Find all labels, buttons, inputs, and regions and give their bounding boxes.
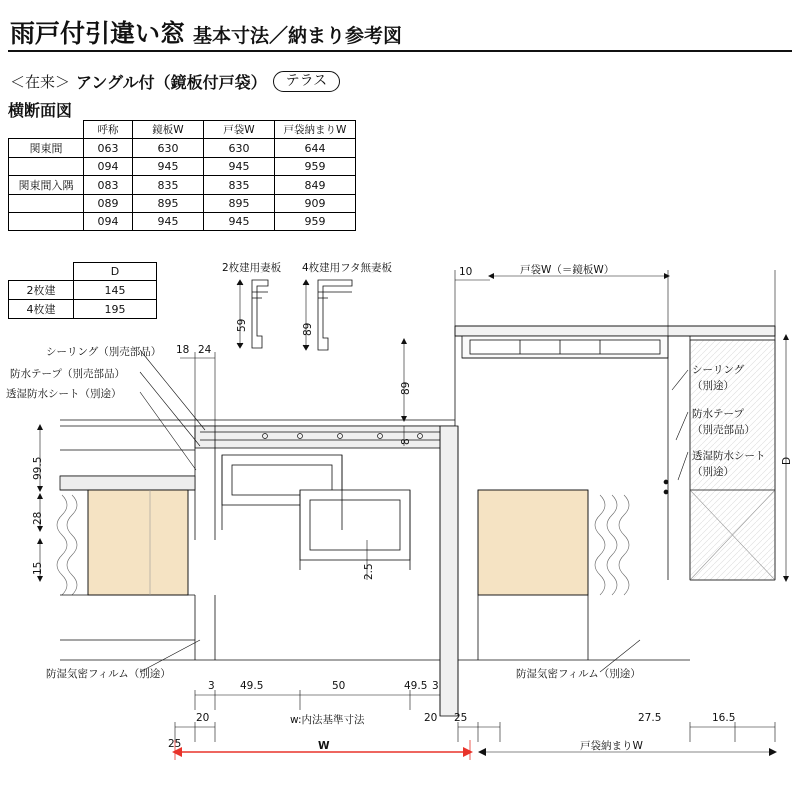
spec-cell: 630 xyxy=(133,139,204,158)
dim-27-5: 27.5 xyxy=(638,712,662,724)
spec-row-label xyxy=(9,158,84,176)
callout-sealing-right: シーリング xyxy=(692,364,745,376)
spec-cell: 895 xyxy=(133,195,204,213)
type-label: アングル付（鏡板付戸袋） xyxy=(76,73,267,92)
drawing-svg xyxy=(0,240,800,800)
kind-label: ＜在来＞ xyxy=(10,73,71,91)
callout-tape-left: 防水テープ（別売部品） xyxy=(10,368,125,380)
dim-20a: 20 xyxy=(196,712,210,724)
callout-tape-right-2: （別売部品） xyxy=(692,424,755,436)
spec-cell: 959 xyxy=(275,158,356,176)
d-row-label: 2枚建 xyxy=(9,281,74,300)
spec-header-1: 呼称 xyxy=(84,121,133,139)
dim-W: W xyxy=(318,740,330,752)
terrace-badge: テラス xyxy=(273,71,341,92)
spec-cell: 945 xyxy=(133,213,204,231)
callout-film-left: 防湿気密フィルム（別途） xyxy=(46,668,171,680)
spec-cell: 849 xyxy=(275,176,356,195)
spec-row-label xyxy=(9,195,84,213)
table-row xyxy=(9,213,356,231)
spec-cell: 945 xyxy=(204,213,275,231)
dim-3a: 3 xyxy=(208,680,215,692)
table-row xyxy=(9,158,356,176)
callout-sheet-left: 透湿防水シート（別途） xyxy=(6,388,122,400)
spec-cell: 959 xyxy=(275,213,356,231)
d-row-label: 4枚建 xyxy=(9,300,74,319)
dim-2-5: 2.5 xyxy=(363,563,375,580)
dim-15: 15 xyxy=(32,561,44,575)
spec-header-2: 鏡板W xyxy=(133,121,204,139)
dim-10: 10 xyxy=(459,266,473,278)
note-w: w:内法基準寸法 xyxy=(290,714,365,726)
dim-3b: 3 xyxy=(432,680,439,692)
callout-sealing-right-2: （別途） xyxy=(692,380,734,392)
spec-cell: 630 xyxy=(204,139,275,158)
page-title xyxy=(10,14,402,50)
callout-sealing-left: シーリング（別売部品） xyxy=(46,346,162,358)
callout-sheet-right: 透湿防水シート xyxy=(692,450,766,462)
dim-D: D xyxy=(781,456,793,465)
dim-89a: 89 xyxy=(302,322,314,336)
dim-50: 50 xyxy=(332,680,346,692)
callout-film-right: 防湿気密フィルム（別途） xyxy=(516,668,641,680)
spec-cell: 083 xyxy=(84,176,133,195)
callout-tobukuro-osamari-w: 戸袋納まりW xyxy=(580,740,643,752)
table-row xyxy=(9,195,356,213)
spec-cell: 063 xyxy=(84,139,133,158)
spec-cell: 835 xyxy=(133,176,204,195)
spec-cell: 945 xyxy=(133,158,204,176)
dim-89b: 89 xyxy=(400,381,412,395)
d-header-1: D xyxy=(74,263,157,281)
dim-8: 8 xyxy=(400,438,412,445)
dim-59: 59 xyxy=(236,318,248,332)
spec-cell: 895 xyxy=(204,195,275,213)
cross-section-drawing xyxy=(0,240,800,800)
spec-header-3: 戸袋W xyxy=(204,121,275,139)
callout-sheet-right-2: （別途） xyxy=(692,466,734,478)
dim-25b: 25 xyxy=(168,738,182,750)
callout-tape-right: 防水テープ xyxy=(692,408,744,420)
header-divider xyxy=(8,50,792,52)
spec-cell: 945 xyxy=(204,158,275,176)
dim-49-5a: 49.5 xyxy=(240,680,264,692)
dim-28: 28 xyxy=(32,511,44,525)
spec-cell: 909 xyxy=(275,195,356,213)
dim-16-5: 16.5 xyxy=(712,712,736,724)
dim-20b: 20 xyxy=(424,712,438,724)
subtitle-row xyxy=(10,70,340,93)
page-title-main: 雨戸付引違い窓 xyxy=(10,19,186,48)
spec-row-label: 関東間入隅 xyxy=(9,176,84,195)
d-row-value: 145 xyxy=(74,281,157,300)
spec-cell: 835 xyxy=(204,176,275,195)
dim-49-5b: 49.5 xyxy=(404,680,428,692)
callout-tobukuro-w: 戸袋W（＝鏡板W） xyxy=(520,264,615,276)
section-heading: 横断面図 xyxy=(8,101,73,120)
spec-row-label xyxy=(9,213,84,231)
spec-header-0 xyxy=(9,121,84,139)
dim-99-5: 99.5 xyxy=(32,456,44,480)
dim-24: 24 xyxy=(198,344,212,356)
table-row xyxy=(9,139,356,158)
dim-25a: 25 xyxy=(454,712,468,724)
spec-cell: 644 xyxy=(275,139,356,158)
spec-table xyxy=(8,120,356,231)
spec-header-4: 戸袋納まりW xyxy=(275,121,356,139)
spec-cell: 094 xyxy=(84,213,133,231)
callout-tsumaita-4: 4枚建用フタ無妻板 xyxy=(302,262,392,274)
d-row-value: 195 xyxy=(74,300,157,319)
dim-18: 18 xyxy=(176,344,190,356)
spec-row-label: 関東間 xyxy=(9,139,84,158)
spec-cell: 089 xyxy=(84,195,133,213)
page-title-sub: 基本寸法／納まり参考図 xyxy=(193,25,403,47)
table-row xyxy=(9,176,356,195)
spec-cell: 094 xyxy=(84,158,133,176)
callout-tsumaita-2: 2枚建用妻板 xyxy=(222,262,282,274)
table-header-row xyxy=(9,121,356,139)
